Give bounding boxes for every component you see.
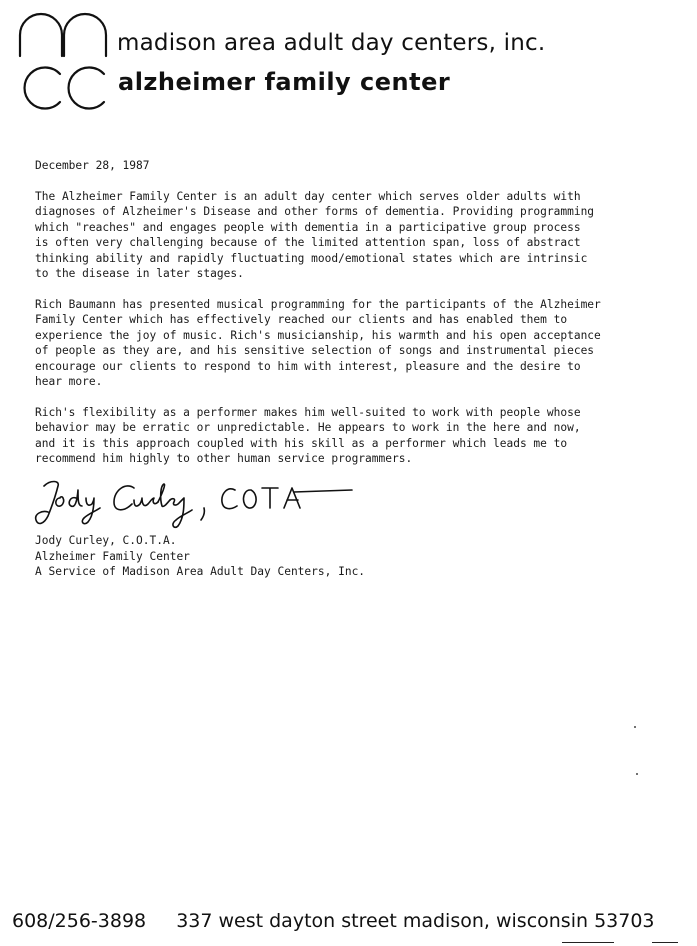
paragraph-line: which "reaches" and engages people with dementia in a participative group process: [35, 220, 581, 234]
footer: [12, 910, 694, 932]
paragraph-line: encourage our clients to respond to him with interest, pleasure and the desire to: [35, 359, 581, 373]
footer-rule: [652, 942, 678, 943]
signer-name: Jody Curley, C.O.T.A.: [35, 534, 177, 547]
paragraph-line: and it is this approach coupled with his skill as a performer which leads me to: [35, 436, 568, 450]
paragraph-3: [35, 405, 685, 467]
paragraph-line: experience the joy of music. Rich's musicianship, his warmth and his open acceptance: [35, 328, 601, 342]
paragraph-line: of people as they are, and his sensitive selection of songs and instrumental pieces: [35, 344, 595, 357]
paragraph-1: [35, 189, 685, 282]
letterhead: [0, 0, 697, 120]
signer-affiliation: A Service of Madison Area Adult Day Centers, Inc.: [35, 565, 366, 578]
signer-organization: Alzheimer Family Center: [35, 549, 190, 563]
paragraph-line: hear more.: [35, 375, 103, 388]
footer-address: 337 west dayton street madison, wisconsin 53703: [176, 910, 655, 932]
paragraph-line: thinking ability and rapidly fluctuating mood/emotional states which are intrinsic: [35, 251, 588, 265]
paragraph-line: is often very challenging because of the limited attention span, loss of abstract: [35, 236, 581, 249]
scan-speck: [634, 726, 636, 728]
paragraph-2: [35, 297, 685, 390]
paragraph-line: Rich's flexibility as a performer makes him well-suited to work with people whose: [35, 405, 581, 419]
organization-name: madison area adult day centers, inc.: [117, 30, 546, 56]
scan-speck: [636, 773, 638, 775]
footer-rule: [562, 942, 614, 943]
handwritten-signature: [30, 472, 360, 534]
paragraph-line: diagnoses of Alzheimer's Disease and other forms of dementia. Providing programming: [35, 205, 595, 218]
letter-body: [35, 158, 685, 482]
paragraph-line: recommend him highly to other human service programmers.: [35, 452, 413, 465]
logo-icon: [16, 8, 116, 112]
center-name: alzheimer family center: [118, 68, 451, 96]
paragraph-line: The Alzheimer Family Center is an adult day center which serves older adults with: [35, 189, 581, 203]
paragraph-line: Family Center which has effectively reached our clients and has enabled them to: [35, 313, 568, 326]
paragraph-line: Rich Baumann has presented musical programming for the participants of the Alzheimer: [35, 297, 601, 311]
paragraph-line: behavior may be erratic or unpredictable. He appears to work in the here and now,: [35, 421, 581, 434]
footer-phone: 608/256-3898: [12, 910, 147, 932]
paragraph-line: to the disease in later stages.: [35, 267, 244, 280]
signature-block: [35, 533, 365, 580]
letter-date: December 28, 1987: [35, 159, 150, 172]
